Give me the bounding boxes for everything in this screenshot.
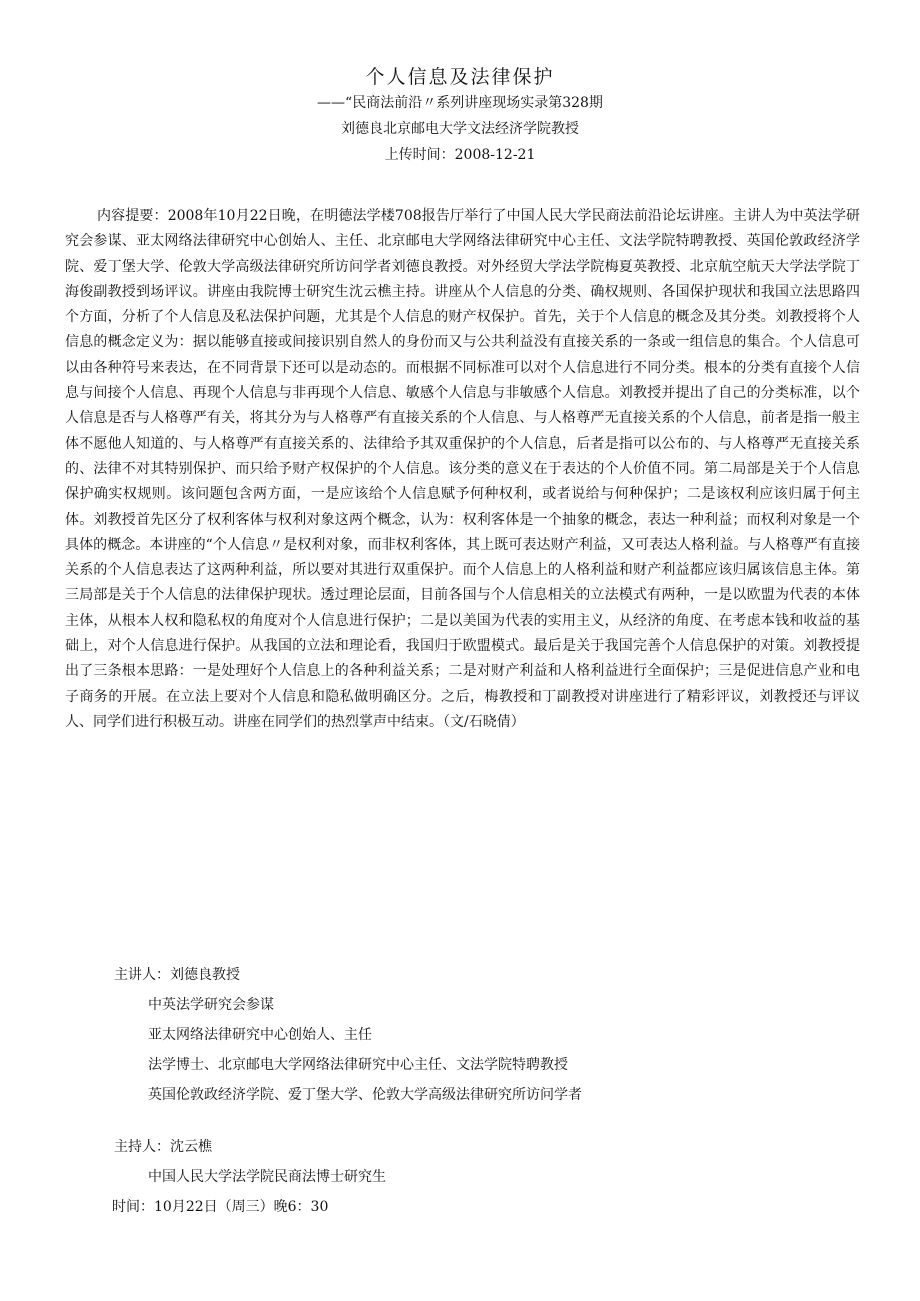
lecture-info (114, 960, 874, 1222)
speaker-line: 主讲人：刘德良教授 (114, 967, 240, 983)
host-title: 中国人民大学法学院民商法博士研究生 (148, 1169, 386, 1185)
host-line: 主持人：沈云樵 (114, 1139, 212, 1155)
article-summary: 内容提要：2008年10月22日晚，在明德法学楼708报告厅举行了中国人民大学民商法前沿论坛讲座。主讲人为中英法学研究会参谋、亚太网络法律研究中心创始人、主任、北京邮电大学网络法律研究中心主任、文法学院特聘教授、英国伦敦政经济学院、爱丁堡大学、伦敦大学高级法律研究所访问学者刘德良教授。对外经贸大学法学院梅夏英教授、北京航空航天大学法学院丁海俊副教授到场评议。讲座由我院博士研究生沈云樵主持。讲座从个人信息的分类、确权规则、各国保护现状和我国立法思路四个方面，分析了个人信息及私法保护问题，尤其是个人信息的财产权保护。首先，关于个人信息的概念及其分类。刘教授将个人信息的概念定义为：据以能够直接或间接识别自然人的身份而又与公共利益没有直接关系的一条或一组信息的集合。个人信息可以由各种符号来表达，在不同背景下还可以是动态的。而根据不同标准可以对个人信息进行不同分类。根本的分类有直接个人信息与间接个人信息、再现个人信息与非再现个人信息、敏感个人信息与非敏感个人信息。刘教授并提出了自己的分类标准，以个人信息是否与人格尊严有关，将其分为与人格尊严有直接关系的个人信息、与人格尊严无直接关系的个人信息，前者是指一般主体不愿他人知道的、与人格尊严有直接关系的、法律给予其双重保护的个人信息，后者是指可以公布的、与人格尊严无直接关系的、法律不对其特别保护、而只给予财产权保护的个人信息。该分类的意义在于表达的个人价值不同。第二局部是关于个人信息保护确实权规则。该问题包含两方面，一是应该给个人信息赋予何种权利，或者说给与何种保护；二是该权利应该归属于何主体。刘教授首先区分了权利客体与权利对象这两个概念，认为：权利客体是一个抽象的概念，表达一种利益；而权利对象是一个具体的概念。本讲座的“个人信息〃是权利对象，而非权利客体，其上既可表达财产利益，又可表达人格利益。与人格尊严有直接关系的个人信息表达了这两种利益，所以要对其进行双重保护。而个人信息上的人格利益和财产利益都应该归属该信息主体。第三局部是关于个人信息的法律保护现状。透过理论层面，目前各国与个人信息相关的立法模式有两种，一是以欧盟为代表的本体主体，从根本人权和隐私权的角度对个人信息进行保护；二是以美国为代表的实用主义，从经济的角度、在考虑本钱和收益的基础上，对个人信息进行保护。从我国的立法和理论看，我国归于欧盟模式。最后是关于我国完善个人信息保护的对策。刘教授提出了三条根本思路：一是处理好个人信息上的各种利益关系；二是对财产利益和人格利益进行全面保护；三是促进信息产业和电子商务的开展。在立法上要对个人信息和隐私做明确区分。之后，梅教授和丁副教授对讲座进行了精彩评议，刘教授还与评议人、同学们进行积极互动。讲座在同学们的热烈掌声中结束。（文/石晓倩） (65, 208, 860, 730)
speaker-title: 中英法学研究会参谋 (148, 997, 274, 1013)
speaker-title: 亚太网络法律研究中心创始人、主任 (148, 1027, 372, 1043)
speaker-title: 法学博士、北京邮电大学网络法律研究中心主任、文法学院特聘教授 (148, 1057, 568, 1073)
series-subtitle: ——“民商法前沿〃系列讲座现场实录第328期 (317, 95, 603, 111)
document-title: 个人信息及法律保护 (365, 66, 555, 88)
author-line: 刘德良北京邮电大学文法经济学院教授 (341, 121, 579, 137)
section-spacer (114, 1110, 874, 1132)
time-line: 时间：10月22日（周三）晚6：30 (112, 1199, 329, 1215)
upload-time: 上传时间：2008-12-21 (384, 147, 536, 163)
document-header (0, 64, 920, 168)
speaker-title: 英国伦敦政经济学院、爱丁堡大学、伦敦大学高级法律研究所访问学者 (148, 1087, 582, 1103)
